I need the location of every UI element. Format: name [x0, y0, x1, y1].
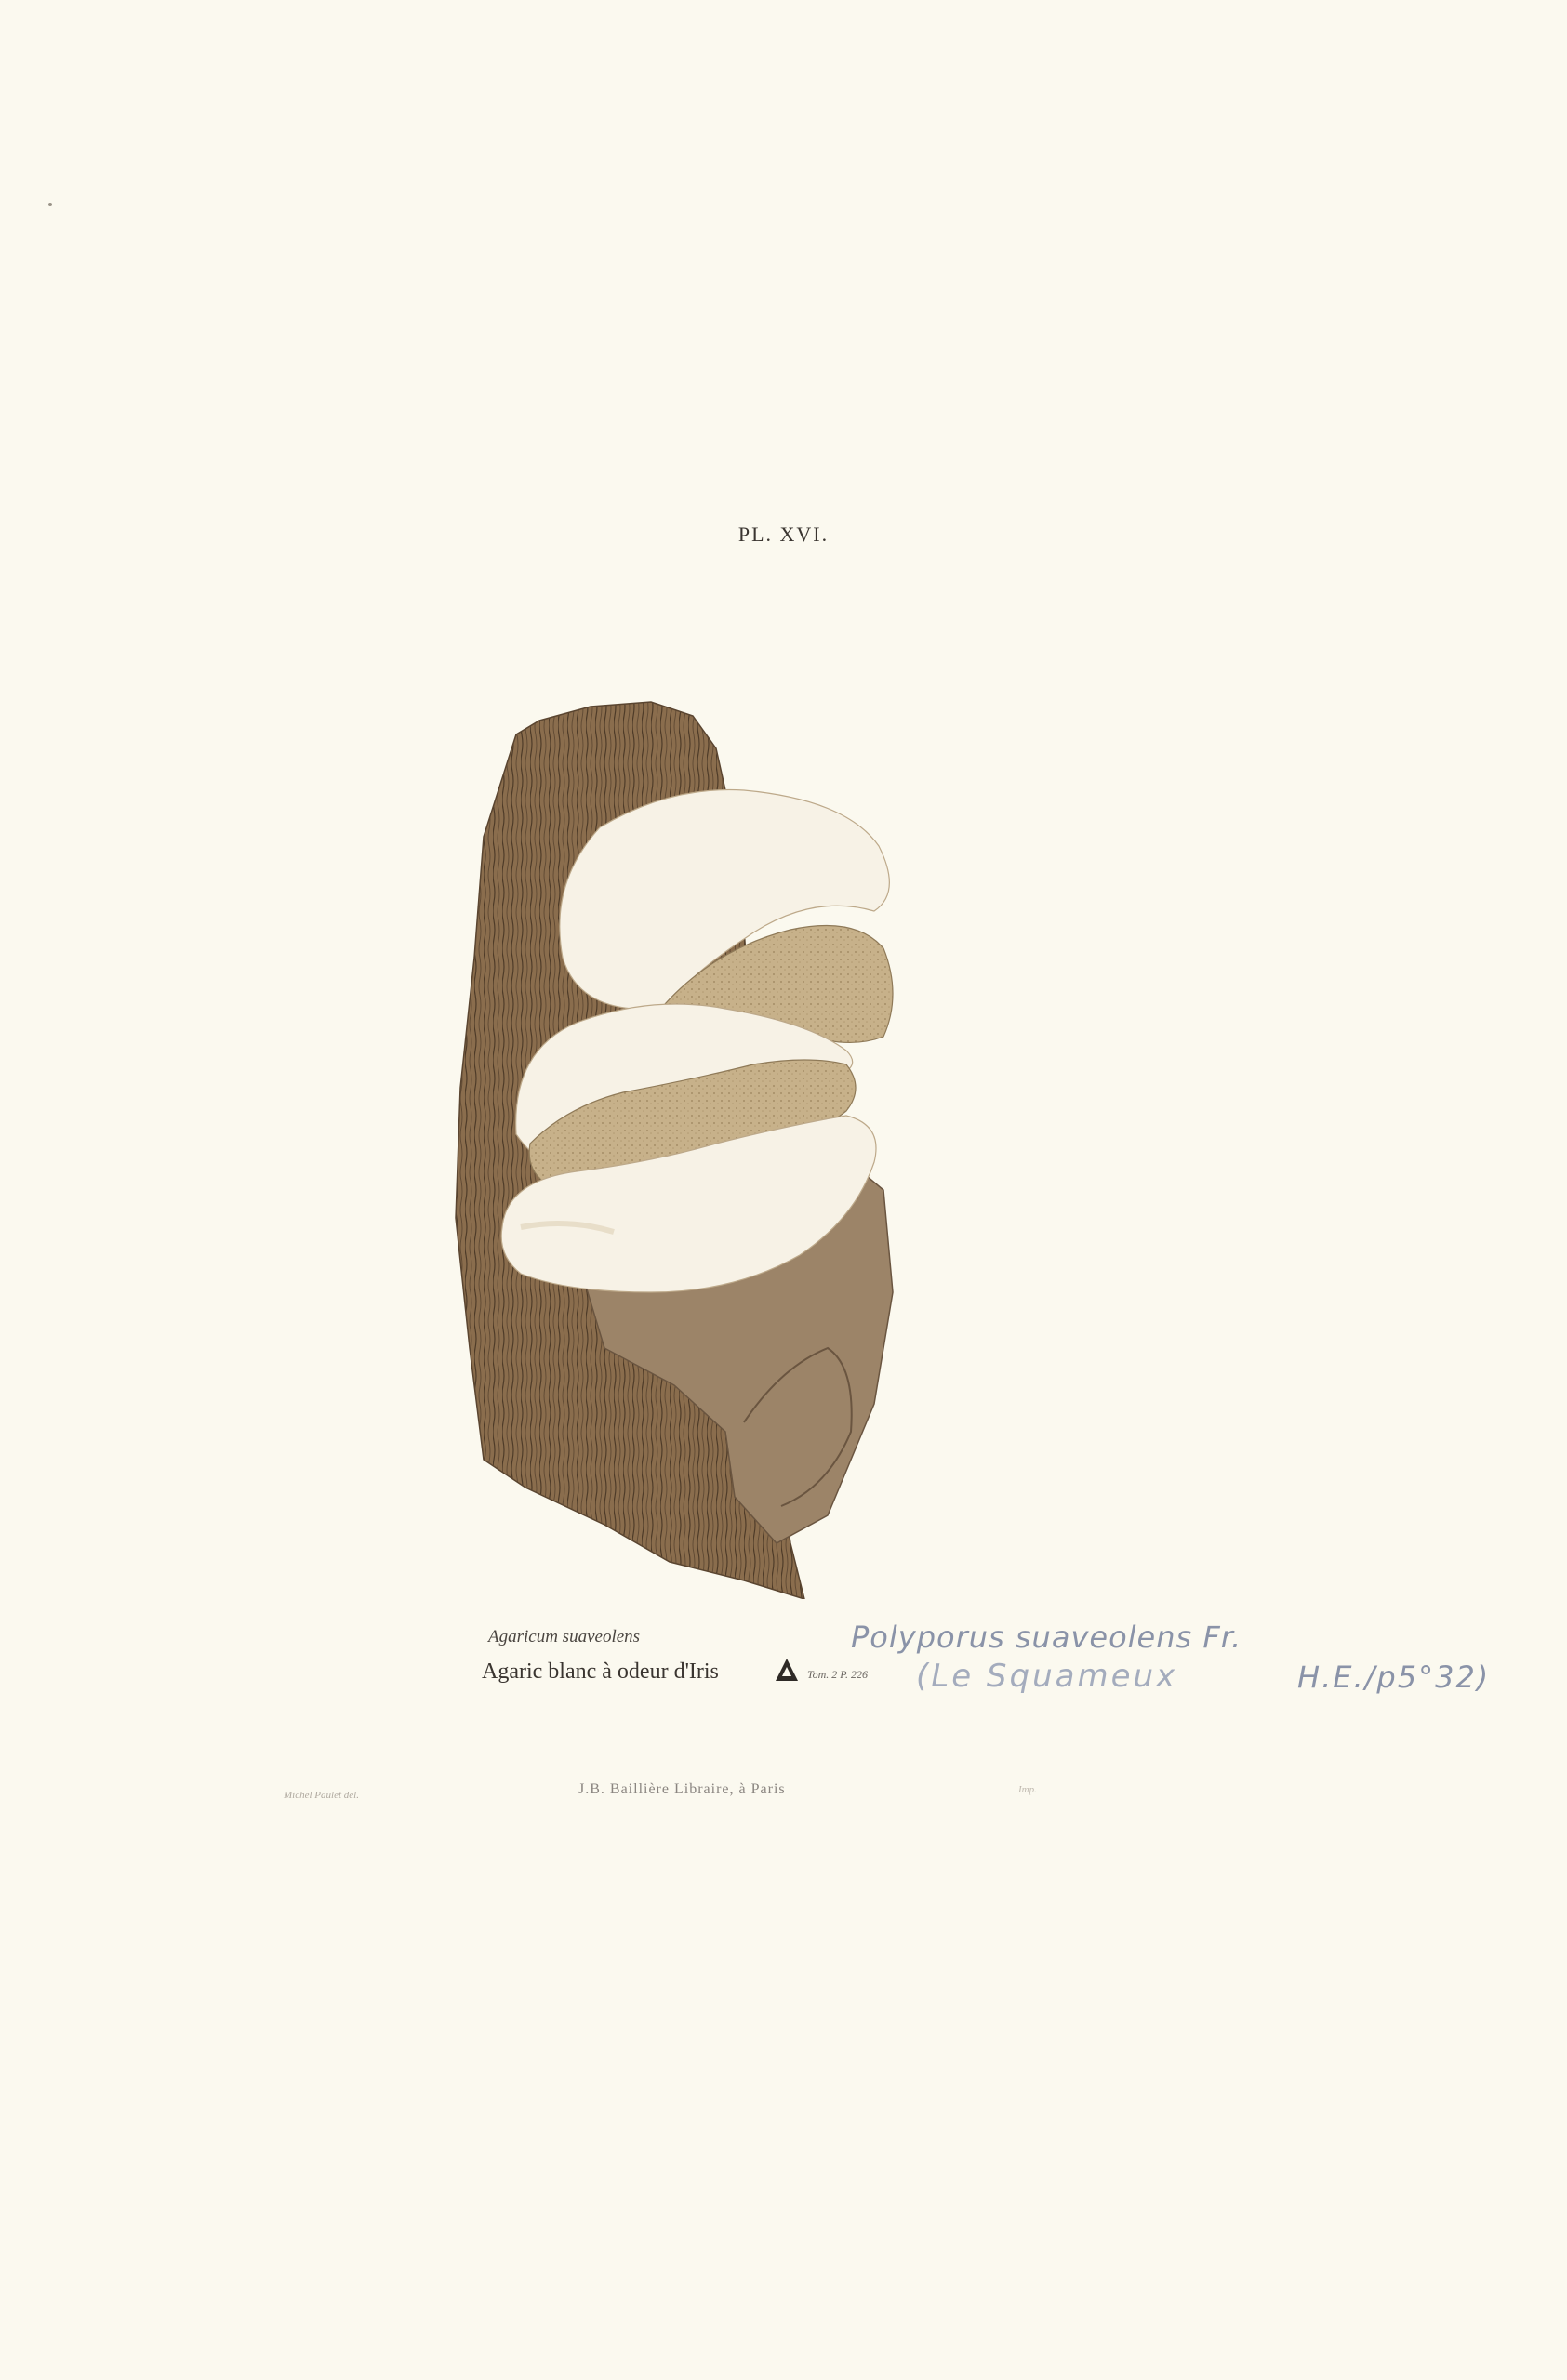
latin-caption: Agaricum suaveolens [488, 1627, 641, 1646]
handwritten-annotation-1: Polyporus suaveolens Fr. [851, 1620, 1242, 1655]
french-caption: Agaric blanc à odeur d'Iris [482, 1659, 719, 1684]
engraver-credit: Imp. [1018, 1784, 1037, 1795]
illustrator-credit: Michel Paulet del. [284, 1790, 359, 1801]
plate-number: PL. XVI. [737, 522, 830, 546]
handwritten-annotation-3: H.E./p5°32) [1297, 1659, 1491, 1695]
fungus-illustration [437, 697, 976, 1599]
triangle-symbol-icon [774, 1657, 800, 1683]
handwritten-annotation-2: (Le Squameux [916, 1658, 1178, 1695]
publisher-line: J.B. Baillière Libraire, à Paris [578, 1781, 786, 1797]
tome-reference: Tom. 2 P. 226 [807, 1668, 869, 1681]
paper-speck [48, 203, 52, 206]
